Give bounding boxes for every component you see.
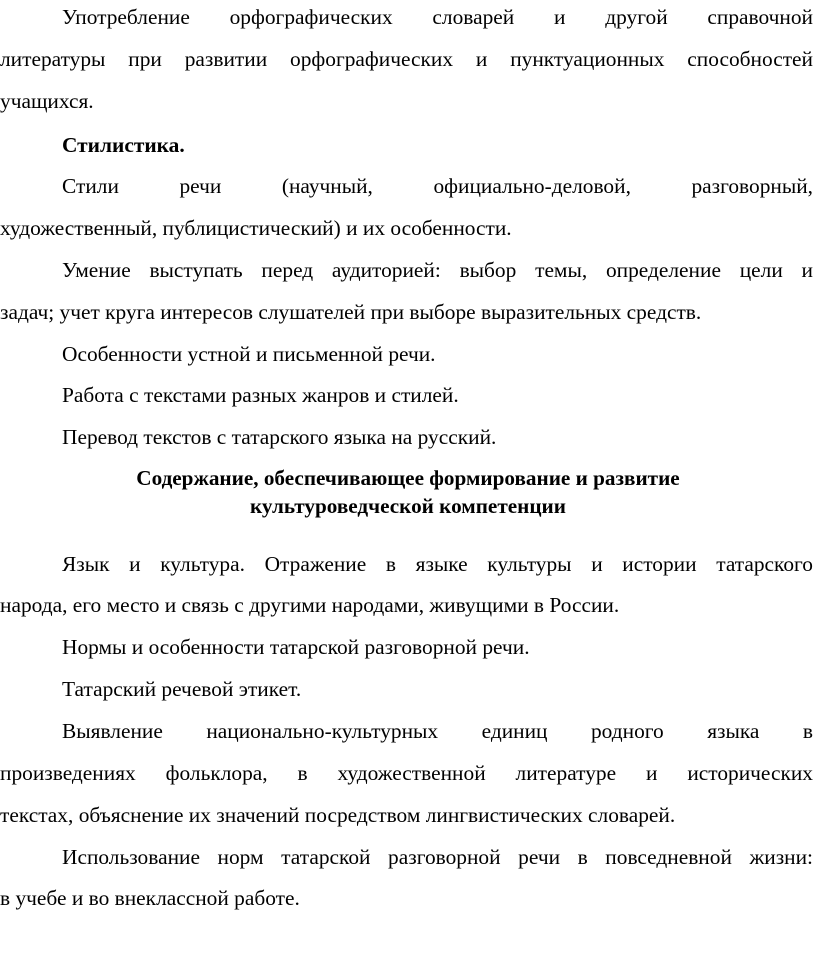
item-oral-written: Особенности устной и письменной речи.: [62, 342, 436, 366]
paragraph-line: народа, его место и связь с другими народами, живущими в России.: [0, 593, 620, 617]
paragraph-line: художественный, публицистический) и их особенности.: [0, 216, 512, 240]
paragraph-line: Использование норм татарской разговорной речи в повседневной жизни:: [62, 845, 813, 869]
heading-stylistics: Стилистика.: [62, 133, 185, 157]
paragraph-line: произведениях фольклора, в художественной литературе и исторических: [0, 761, 813, 785]
paragraph-line: в учебе и во внеклассной работе.: [0, 886, 300, 910]
item-norms: Нормы и особенности татарской разговорной речи.: [62, 635, 530, 659]
paragraph-line: Выявление национально-культурных единиц родного языка в: [62, 719, 813, 743]
section-heading-line: Содержание, обеспечивающее формирование и развитие: [136, 466, 680, 490]
paragraph-line: учащихся.: [0, 89, 94, 113]
section-heading-line: культуроведческой компетенции: [250, 494, 566, 518]
paragraph-line: задач; учет круга интересов слушателей при выборе выразительных средств.: [0, 300, 702, 324]
item-texts: Работа с текстами разных жанров и стилей.: [62, 383, 459, 407]
paragraph-line: Употребление орфографических словарей и другой справочной: [62, 5, 813, 29]
paragraph-line: Умение выступать перед аудиторией: выбор темы, определение цели и: [62, 258, 813, 282]
paragraph-line: Стили речи (научный, официально-деловой, разговорный,: [62, 174, 813, 198]
paragraph-line: литературы при развитии орфографических и пунктуационных способностей: [0, 47, 813, 71]
paragraph-line: текстах, объяснение их значений посредством лингвистических словарей.: [0, 803, 676, 827]
item-etiquette: Татарский речевой этикет.: [62, 677, 302, 701]
paragraph-line: Язык и культура. Отражение в языке культуры и истории татарского: [62, 552, 813, 576]
item-translation: Перевод текстов с татарского языка на русский.: [62, 425, 497, 449]
